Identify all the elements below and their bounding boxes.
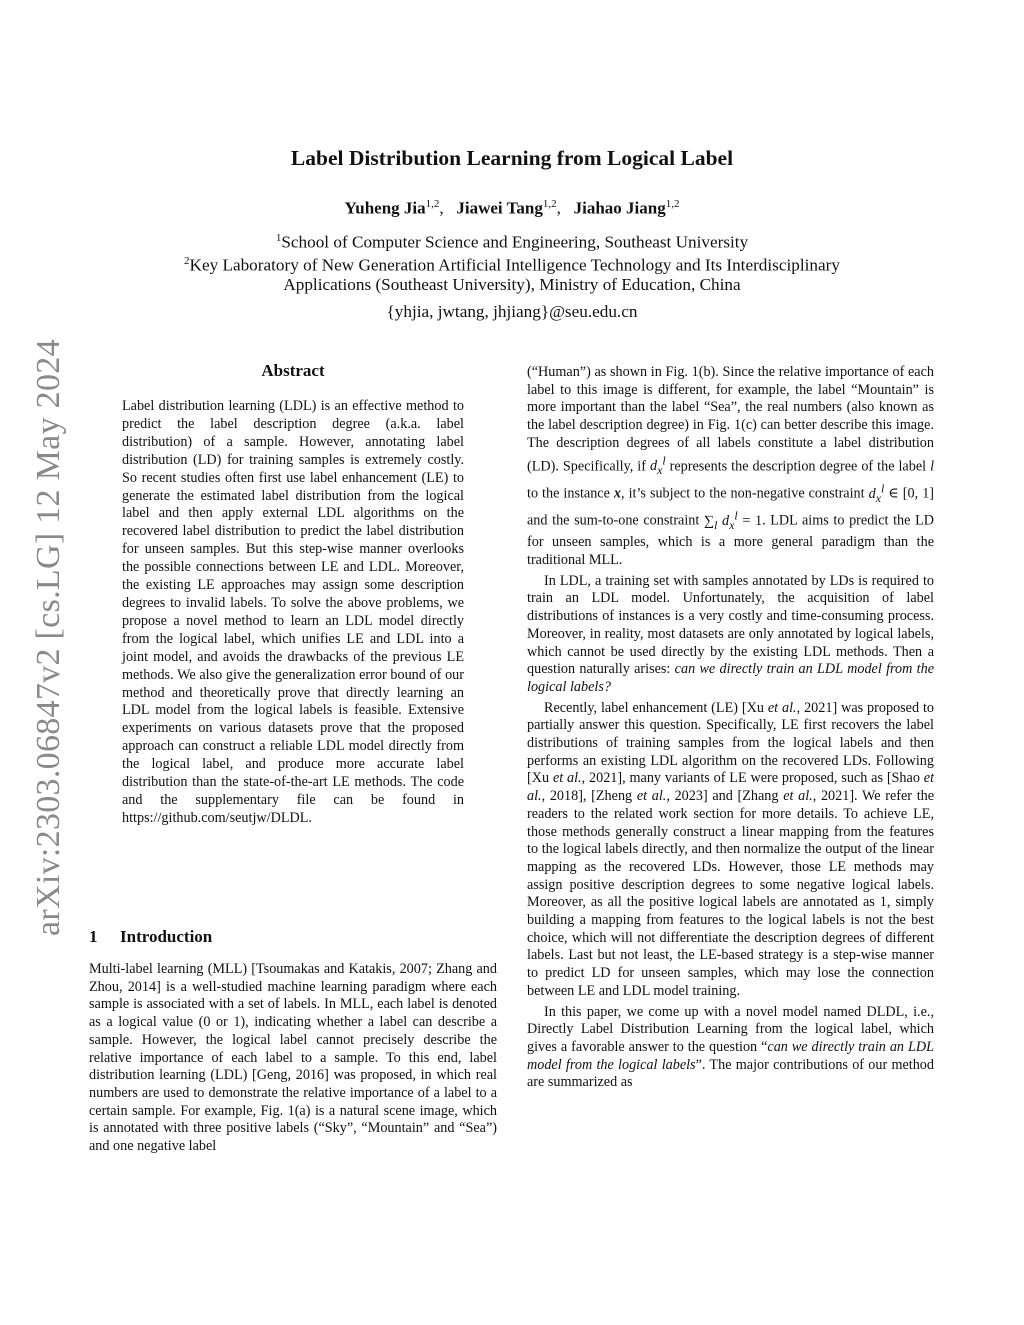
text-span: 2021]. We refer the readers to the related work section for more details. To achieve LE, those methods generally construct a linear mapping from the features to the logical labels directly, and then normalize the output of the linear mapping as the recovered LDs. However, those LE methods may assign positive description degrees to some negative logical labels. Moreover, as all the positive logical labels are annotated as 1, simply building a mapping from features to the logical labels is not the best choice, which will not differentiate the description degrees of different labels. Last but not least, the LE-based strategy is a step-wise manner to predict LD for unseen samples, which may lose the connection between LE and LDL model training. (527, 788, 935, 999)
et-al: et al. (767, 699, 797, 716)
text-span: to the instance (527, 485, 610, 502)
affiliation-2-continued: Applications (Southeast University), Ministry of Education, China (283, 275, 741, 294)
paragraph-contributions (527, 1004, 934, 1093)
math-nonneg-constraint: $d_x^l$ ∈ [0, 1] (868, 480, 935, 505)
math-l: l (930, 458, 935, 475)
text-span: ”. The major contributions of our method are summarized as (527, 1056, 934, 1091)
text-span: 2023] and [Zhang (674, 788, 779, 805)
math-sum-constraint: $\sum_l$ $d_x^l = 1$ (703, 508, 763, 532)
et-al: et al. (552, 770, 582, 787)
et-al: et al. (527, 770, 935, 805)
author-separator: , (439, 198, 444, 218)
author-name: Yuheng Jia (344, 198, 426, 218)
author-name: Jiawei Tang (456, 198, 543, 218)
et-al: et al. (636, 788, 667, 805)
author-name: Jiahao Jiang (573, 198, 666, 218)
text-span: Recently, label enhancement (LE) [Xu (544, 699, 764, 716)
section-number: 1 (89, 927, 98, 946)
paragraph-ld-definition (527, 364, 934, 570)
affiliation-mark: 2 (184, 255, 190, 267)
right-column (527, 364, 934, 1095)
text-span: 2018], [Zheng (549, 788, 633, 805)
abstract-body: Label distribution learning (LDL) is an effective method to predict the label description degree (a.k.a. label distribution) of a sample. However, annotating label distribution (LD) for training samples is extremely costly. So recent studies often first use label enhancement (LE) to generate the estimated label distribution from the logical label and then apply external LDL algorithms on the recovered label distribution to predict the label distribution for unseen samples. But this step-wise manner overlooks the possible connections between LE and LDL. Moreover, the existing LE approaches may assign some description degrees to invalid labels. To solve the above problems, we propose a novel method to learn an LDL model directly from the logical label, which unifies LE and LDL into a joint model, and avoids the drawbacks of the previous LE methods. We also give the generalization error bound of our method and theoretically prove that directly learning an LDL model from the logical labels is feasible. Extensive experiments on various datasets prove that the proposed approach can construct a reliable LDL model directly from the logical label, and produce more accurate label distribution than the state-of-the-art LE methods. The code and the supplementary file can be found in https://github.com/seutjw/DLDL. (122, 398, 464, 826)
author-separator: , (556, 198, 561, 218)
section-heading-introduction (89, 927, 489, 947)
author-emails: {yhjia, jwtang, jhjiang}@seu.edu.cn (386, 302, 638, 321)
affiliation-mark: 1 (275, 232, 282, 244)
text-span: represents the description degree of the label (669, 458, 927, 475)
abstract-heading: Abstract (261, 361, 325, 380)
author-affil-mark: 1,2 (665, 198, 680, 210)
text-span: and the sum-to-one constraint (527, 512, 700, 529)
paragraph-label-enhancement: Recently, label enhancement (LE) [Xu et al., 2021] was proposed to partially answer this question. Specifically, LE first recovers the label distributions of training samples from the logical labels and then performs an existing LDL algorithm on the recovered LDs. Following [Xu et al., 2021], many variants of LE were proposed, such as [Shao et al., 2018], [Zheng et al., 2023] and [Zhang et al., 2021]. We refer the readers to the related work section for more details. To achieve LE, those methods generally construct a linear mapping from the features to the logical labels directly, and then normalize the output of the linear mapping as the recovered LDs. However, those LE methods may assign positive description degrees to some negative logical labels. Moreover, as all the positive logical labels are annotated as 1, simply building a mapping from features to the logical labels is not the best choice, which will not differentiate the description degrees of different labels. Last but not least, the LE-based strategy is a step-wise manner to predict LD for unseen samples, which may lose the connection between LE and LDL model training. (527, 699, 935, 999)
math-d-x-l: $d_x^l$ (649, 453, 666, 478)
section-title: Introduction (120, 927, 213, 946)
introduction-paragraph: Multi-label learning (MLL) [Tsoumakas and Katakis, 2007; Zhang and Zhou, 2014] is a well-studied machine learning paradigm where each sample is associated with a set of labels. In MLL, each label is denoted as a logical value (0 or 1), indicating whether a label can describe a sample. However, the logical label cannot precisely describe the relative importance of each label to a sample. To this end, label distribution learning (LDL) [Geng, 2016] was proposed, in which real numbers are used to demonstrate the relative importance of a label to a certain sample. For example, Fig. 1(a) is a natural scene image, which is annotated with three positive labels (“Sky”, “Mountain” and “Sea”) and one negative label (89, 961, 497, 1155)
affiliation-text: Key Laboratory of New Generation Artificial Intelligence Technology and Its Interdisciplinary (189, 255, 840, 275)
et-al: et al. (783, 788, 813, 805)
paragraph-ldl-training (527, 573, 934, 697)
affiliation-text: School of Computer Science and Engineering, Southeast University (281, 232, 749, 252)
math-x: x (613, 485, 622, 502)
arxiv-side-label: arXiv:2303.06847v2 [cs.LG] 12 May 2024 (30, 339, 67, 936)
author-list (0, 198, 1024, 219)
text-span: (“Human”) as shown in Fig. 1(b). Since the relative importance of each label to this image is different, for example, the label “Mountain” is more important than the label “Sea”, the real numbers (also known as the label description degree) in Fig. 1(c) can better describe this image. The description degrees of all labels constitute a label distribution (LD). Specifically, if (527, 364, 934, 475)
text-span: 2021], many variants of LE were proposed, such as [Shao (589, 770, 920, 787)
author-affil-mark: 1,2 (425, 198, 440, 210)
author-affil-mark: 1,2 (542, 198, 557, 210)
paper-title: Label Distribution Learning from Logical Label (290, 146, 734, 170)
text-span: In this paper, we come up with a novel model named DLDL, i.e., Directly Label Distribution Learning from the logical label, which gives a favorable answer to the question “ (527, 1003, 934, 1055)
research-question: can we directly train an LDL model from the logical labels (527, 1039, 934, 1073)
text-span: 2021] was proposed to partially answer this question. Specifically, LE first recovers the label distributions of training samples from the logical labels and then performs an existing LDL algorithm on the recovered LDs. Following [Xu (527, 699, 935, 787)
text-span: , it’s subject to the non-negative constraint (621, 485, 865, 502)
text-span: In LDL, a training set with samples annotated by LDs is required to train an LDL model. Unfortunately, the acquisition of label distributions of instances is a very costly and time-consuming process. Moreover, in reality, most datasets are only annotated by logical labels, which cannot be used directly by the existing LDL methods. Then a question naturally arises: (527, 572, 934, 678)
text-span: . LDL aims to predict the LD for unseen samples, which is a more general paradigm than the traditional MLL. (527, 512, 934, 569)
research-question: can we directly train an LDL model from the logical labels? (527, 661, 934, 695)
